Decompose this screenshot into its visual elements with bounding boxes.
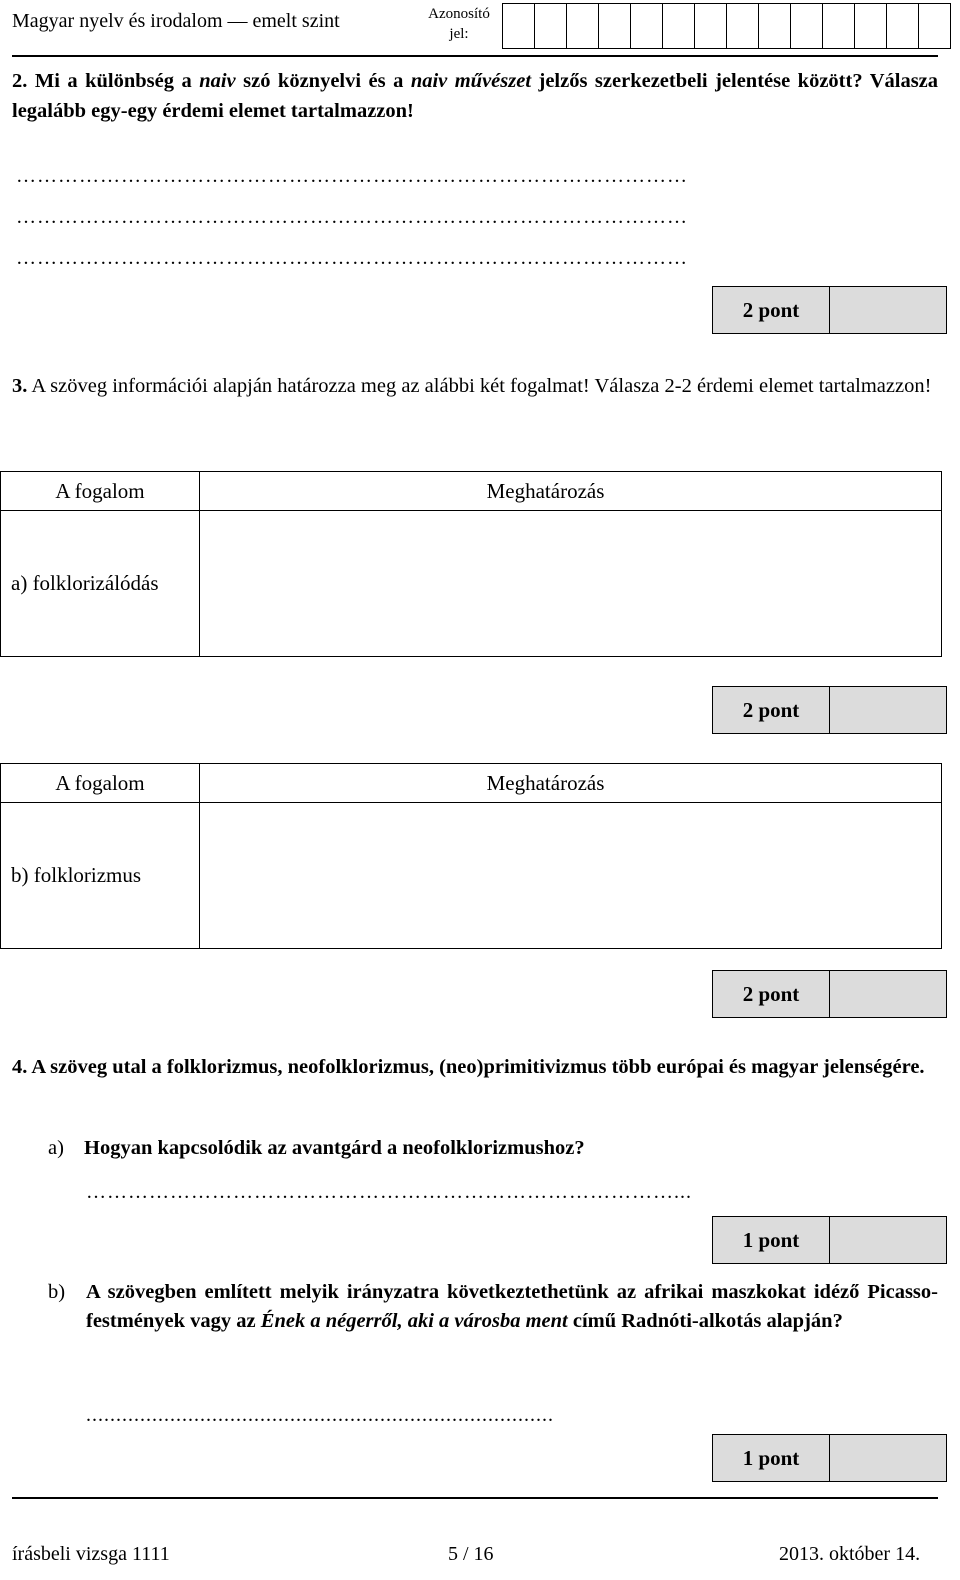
table-b-header-definition: Meghatározás	[200, 764, 942, 803]
q2-number: 2.	[12, 70, 28, 92]
table-a-header-definition: Meghatározás	[200, 472, 942, 511]
q4a-label: a)	[48, 1137, 64, 1159]
q4b-score-field[interactable]	[830, 1434, 947, 1482]
q4b-text-2: című Radnóti-alkotás alapján?	[567, 1310, 843, 1332]
q3a-points-label: 2 pont	[712, 686, 830, 734]
id-code-box[interactable]	[598, 3, 631, 49]
q3a-points-box	[712, 686, 947, 734]
id-code-box[interactable]	[758, 3, 791, 49]
question-4	[12, 1052, 938, 1082]
id-code-box[interactable]	[534, 3, 567, 49]
id-code-box[interactable]	[854, 3, 887, 49]
q4a-answer-line[interactable]: …………………………………………………………………………...	[86, 1181, 692, 1203]
q4a-question	[48, 1133, 938, 1163]
footer-exam-code: írásbeli vizsga 1111	[12, 1543, 170, 1565]
id-code-box[interactable]	[566, 3, 599, 49]
id-code-box[interactable]	[726, 3, 759, 49]
q2-text-b: szó köznyelvi és a	[235, 70, 411, 92]
footer-page-number: 5 / 16	[448, 1543, 494, 1565]
header-rule	[12, 55, 938, 57]
q2-score-field[interactable]	[830, 286, 947, 334]
table-a-definition-field[interactable]	[200, 511, 942, 657]
definition-table-b	[0, 763, 942, 949]
id-code-box[interactable]	[790, 3, 823, 49]
id-code-box[interactable]	[822, 3, 855, 49]
exam-header-title: Magyar nyelv és irodalom — emelt szint	[12, 10, 340, 32]
q4-text: A szöveg utal a folklorizmus, neofolklorizmus, (neo)primitivizmus több európai és magyar jelenségére.	[31, 1056, 925, 1078]
q3-number: 3.	[12, 375, 28, 397]
table-b-term: b) folklorizmus	[1, 803, 200, 949]
q2-answer-line-3[interactable]: ……………………………………………………………………………………	[16, 247, 688, 269]
definition-table-a	[0, 471, 942, 657]
id-code-boxes	[503, 3, 951, 49]
id-code-box[interactable]	[502, 3, 535, 49]
q3b-score-field[interactable]	[830, 970, 947, 1018]
q4b-text-1: A szövegben említett melyik irányzatra következtethetünk az afrikai maszkokat idéző Picasso-festmények vagy az	[86, 1281, 938, 1332]
id-label-line2: jel:	[449, 26, 469, 42]
question-2	[12, 66, 938, 126]
q4b-points-box	[712, 1434, 947, 1482]
q4b-answer-line[interactable]: ..............................................................................	[86, 1404, 554, 1426]
q2-em-naiv-muveszet: naiv művészet	[410, 70, 532, 92]
q4b-question	[86, 1278, 938, 1336]
footer-rule	[12, 1497, 938, 1499]
id-code-box[interactable]	[694, 3, 727, 49]
table-a-header-term: A fogalom	[1, 472, 200, 511]
id-code-box[interactable]	[918, 3, 951, 49]
q3b-points-box	[712, 970, 947, 1018]
q4a-points-box	[712, 1216, 947, 1264]
q2-text-a: Mi a különbség a	[34, 70, 200, 92]
id-label	[418, 4, 500, 44]
question-3	[12, 371, 938, 401]
q4a-score-field[interactable]	[830, 1216, 947, 1264]
q4b-label: b)	[48, 1281, 66, 1303]
table-b-header-term: A fogalom	[1, 764, 200, 803]
q4b-em-title: Ének a négerről, aki a városba ment	[260, 1310, 568, 1332]
q3a-score-field[interactable]	[830, 686, 947, 734]
id-code-box[interactable]	[886, 3, 919, 49]
q4-number: 4.	[12, 1056, 28, 1078]
q2-em-naiv: naiv	[199, 70, 236, 92]
q4a-text: Hogyan kapcsolódik az avantgárd a neofolklorizmushoz?	[84, 1137, 585, 1159]
table-b-definition-field[interactable]	[200, 803, 942, 949]
q3-text: A szöveg információi alapján határozza meg az alábbi két fogalmat! Válasza 2-2 érdemi elemet tartalmazzon!	[31, 375, 932, 397]
id-label-line1: Azonosító	[428, 6, 490, 22]
id-code-box[interactable]	[662, 3, 695, 49]
q2-text-c: jelzős szerkezetbeli jelentése között? Válasza legalább egy-egy érdemi elemet tartalmazzon!	[12, 70, 939, 122]
q3b-points-label: 2 pont	[712, 970, 830, 1018]
q4a-points-label: 1 pont	[712, 1216, 830, 1264]
q2-answer-line-1[interactable]: ……………………………………………………………………………………	[16, 165, 688, 187]
q2-points-box	[712, 286, 947, 334]
q4b-points-label: 1 pont	[712, 1434, 830, 1482]
q2-points-label: 2 pont	[712, 286, 830, 334]
q2-answer-line-2[interactable]: ……………………………………………………………………………………	[16, 206, 688, 228]
footer-date: 2013. október 14.	[779, 1543, 921, 1565]
table-a-term: a) folklorizálódás	[1, 511, 200, 657]
id-code-box[interactable]	[630, 3, 663, 49]
